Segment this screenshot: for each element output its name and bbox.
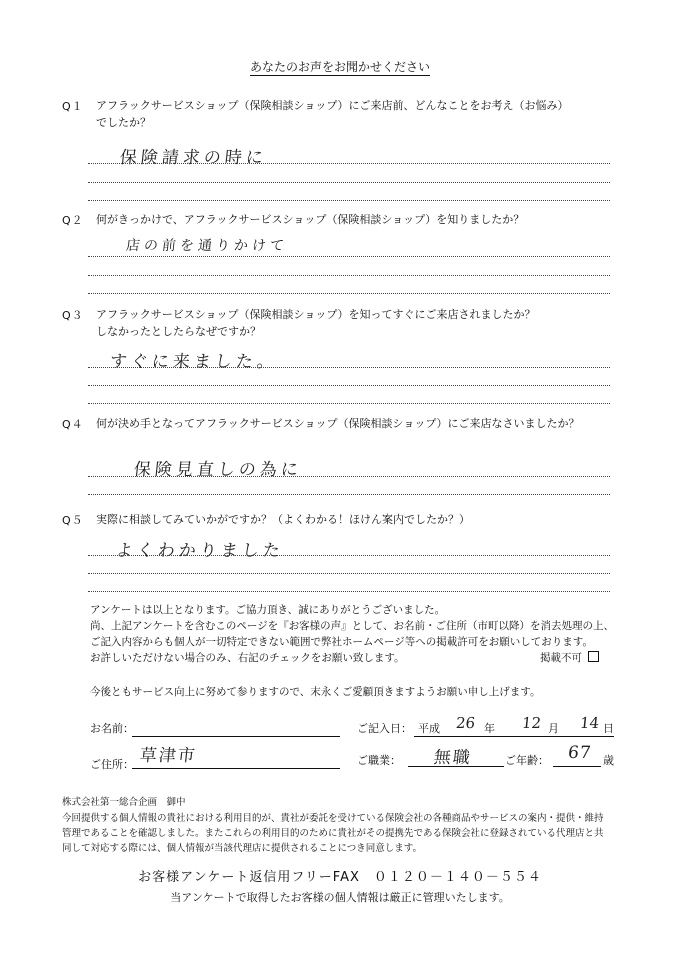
q4-answer[interactable]: 保険見直しの為に — [132, 460, 303, 480]
job-label: ご職業： — [357, 754, 401, 767]
date-day[interactable]: 14 — [579, 714, 601, 732]
footer-company: 株式会社第一総合企画 御中 — [62, 797, 186, 808]
address-value[interactable]: 草津市 — [138, 746, 198, 766]
q2-text: 何がきっかけで、アフラックサービスショップ（保険相談ショップ）を知りましたか？ — [96, 213, 525, 226]
q4-line-2 — [88, 494, 610, 495]
q5-answer[interactable]: よくわかりました — [114, 541, 285, 561]
q2-line-3 — [88, 293, 610, 294]
q5-line-1 — [88, 555, 610, 556]
opt-out-box[interactable] — [588, 651, 599, 662]
closing-thanks: 今後ともサービス向上に努めて参りますので、末永くご愛顧頂きますようお願い申し上げます。 — [90, 686, 541, 698]
q3-line-2 — [88, 385, 610, 386]
q2-number: Q２ — [62, 214, 84, 227]
q4-text: 何が決め手となってアフラックサービスショップ（保険相談ショップ）にご来店なさいましたか？ — [96, 417, 580, 430]
q3-line-1 — [88, 367, 610, 368]
footer-privacy: 今回提供する個人情報の貴社における利用目的が、貴社が委託を受けている保険会社の各種商品やサービスの案内・提供・維持 管理であることを確認しました。またこれらの利用目的のために貴社がその提携先である保険会社に登録されている代理店と共 同して対応する際には、個人情報が当該代理店に提供されることにつき同意します。 — [62, 813, 604, 854]
q2-line-2 — [88, 275, 610, 276]
date-day-unit: 日 — [603, 722, 614, 735]
q2-answer[interactable]: 店の前を通りかけて — [125, 238, 289, 254]
date-year[interactable]: 26 — [455, 714, 477, 732]
q5-line-2 — [88, 573, 610, 574]
name-label: お名前： — [90, 722, 134, 735]
age-unit: 歳 — [603, 754, 614, 767]
address-label: ご住所： — [90, 758, 134, 771]
page-title: あなたのお声をお聞かせください — [249, 60, 430, 74]
job-field — [408, 766, 504, 767]
q1-text: アフラックサービスショップ（保険相談ショップ）にご来店前、どんなことをお考え（お悩み） でしたか？ — [96, 99, 569, 129]
q3-line-3 — [88, 403, 610, 404]
closing-text: アンケートは以上となります。ご協力頂き、誠にありがとうございました。 尚、上記アンケートを含むこのページを『お客様の声』として、お名前・ご住所（市町以降）を消去処理の上、 ご記入内容からも個人が一切特定できない範囲で弊社ホームページ等への掲載許可をお願いしております。 お許しいただけない場合のみ、右記のチェックをお願い致します。 — [90, 604, 614, 664]
q1-line-3 — [88, 200, 610, 201]
q1-line-1 — [88, 163, 610, 164]
footer-note: 当アンケートで取得したお客様の個人情報は厳正に管理いたします。 — [170, 891, 510, 904]
q3-number: Q３ — [62, 309, 84, 322]
q3-answer[interactable]: すぐに来ました。 — [108, 352, 279, 372]
date-month-unit: 月 — [548, 722, 559, 735]
age-field — [553, 766, 601, 767]
opt-out-checkbox[interactable] — [540, 650, 599, 665]
date-label: ご記入日： — [357, 722, 412, 735]
q2-line-1 — [88, 256, 610, 257]
q5-text: 実際に相談してみていかがですか？（よくわかる！ほけん案内でしたか？） — [96, 513, 470, 526]
name-field[interactable] — [132, 736, 340, 737]
q1-answer[interactable]: 保険請求の時に — [118, 148, 268, 168]
q4-number: Q４ — [62, 418, 84, 431]
footer-fax: お客様アンケート返信用フリーFAX ０１２０－１４０－５５４ — [138, 870, 542, 885]
date-month[interactable]: 12 — [521, 714, 543, 732]
age-label: ご年齢： — [505, 754, 549, 767]
job-value[interactable]: 無職 — [432, 748, 473, 768]
q1-line-2 — [88, 182, 610, 183]
address-field — [132, 768, 340, 769]
q4-line-1 — [88, 476, 610, 477]
opt-out-label: 掲載不可 — [540, 652, 582, 664]
date-underline — [414, 736, 614, 737]
date-year-unit: 年 — [484, 722, 495, 735]
q3-text: アフラックサービスショップ（保険相談ショップ）を知ってすぐにご来店されましたか？ しなかったとしたらなぜですか？ — [96, 308, 536, 338]
date-era: 平成 — [418, 722, 440, 735]
q1-number: Q１ — [62, 100, 84, 113]
q5-number: Q５ — [62, 514, 84, 527]
q5-line-3 — [88, 591, 610, 592]
age-value[interactable]: 67 — [566, 743, 593, 763]
